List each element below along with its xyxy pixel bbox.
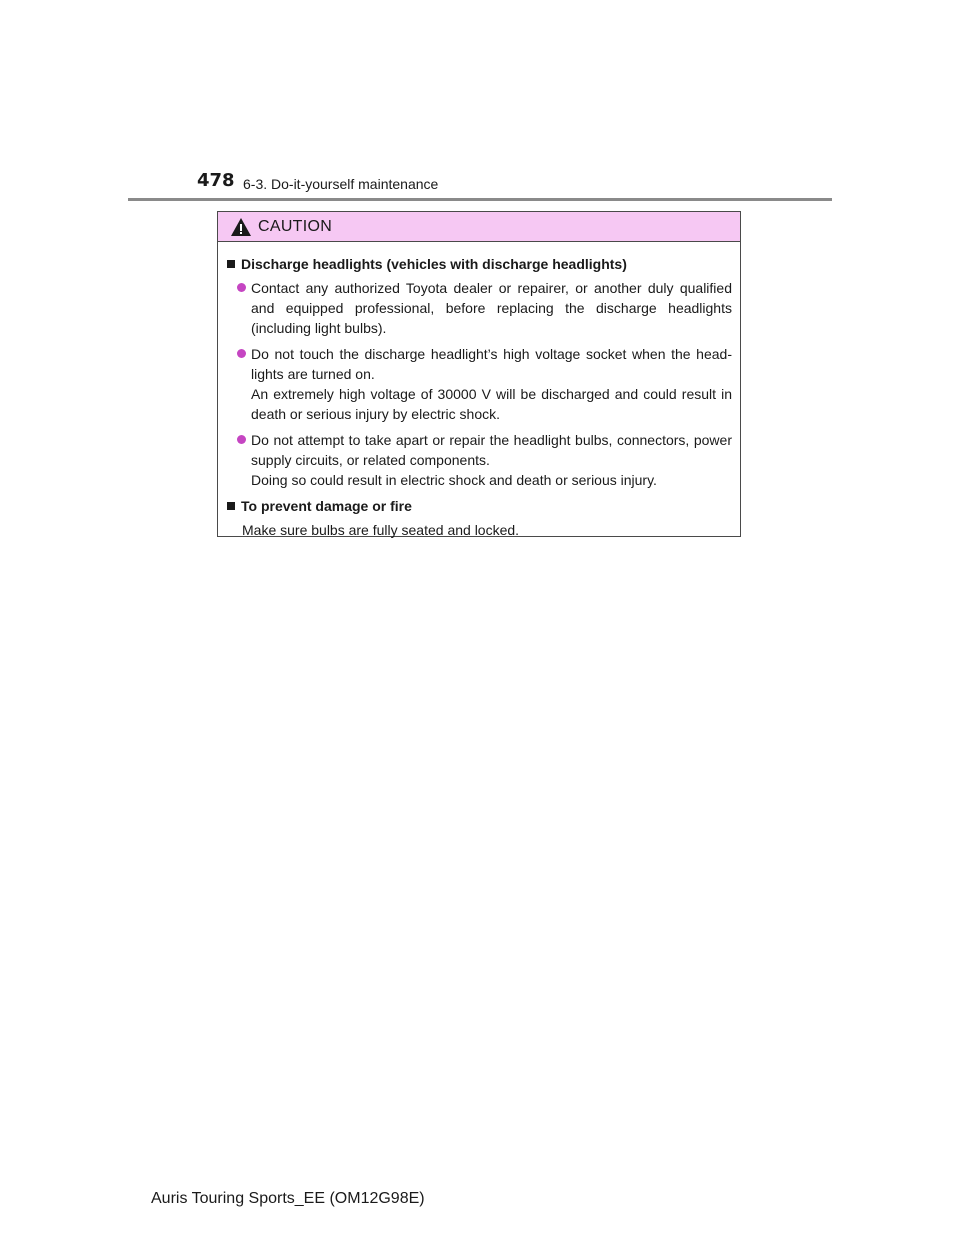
list-item-text: An extremely high voltage of 30000 V will be discharged and could result in death or serious injury by electric shock. <box>251 386 732 422</box>
footer-text: Auris Touring Sports_EE (OM12G98E) <box>151 1190 425 1207</box>
item-heading <box>224 254 734 274</box>
list-item-text: Do not attempt to take apart or repair the headlight bulbs, connectors, power supply circuits, or related components. <box>251 432 732 468</box>
header-rule <box>128 198 832 201</box>
square-bullet-icon <box>227 502 235 510</box>
round-bullet-icon <box>237 283 246 292</box>
list-item-text: Contact any authorized Toyota dealer or repairer, or another duly qualified and equipped professional, before replacing the discharge headlights (including light bulbs). <box>251 280 732 336</box>
warning-triangle-icon <box>230 217 252 237</box>
item-heading <box>224 496 734 516</box>
item-text: Make sure bulbs are fully seated and locked. <box>242 522 520 538</box>
list-item <box>224 278 734 338</box>
round-bullet-icon <box>237 435 246 444</box>
section-title: 6-3. Do-it-yourself maintenance <box>243 176 439 192</box>
list-item <box>224 430 734 490</box>
list-item-text: Do not touch the discharge headlight’s high voltage socket when the head-lights are turned on. <box>251 346 732 382</box>
caution-label: CAUTION <box>258 217 333 235</box>
round-bullet-icon <box>237 349 246 358</box>
page-number: 478 <box>197 170 235 191</box>
item-heading-text: Discharge headlights (vehicles with discharge headlights) <box>241 256 627 272</box>
caution-header <box>218 212 740 242</box>
list-item <box>224 344 734 424</box>
caution-body <box>218 242 740 540</box>
caution-box <box>217 211 741 537</box>
list-item-text: Doing so could result in electric shock and death or serious injury. <box>251 472 657 488</box>
square-bullet-icon <box>227 260 235 268</box>
item-heading-text: To prevent damage or fire <box>241 498 412 514</box>
